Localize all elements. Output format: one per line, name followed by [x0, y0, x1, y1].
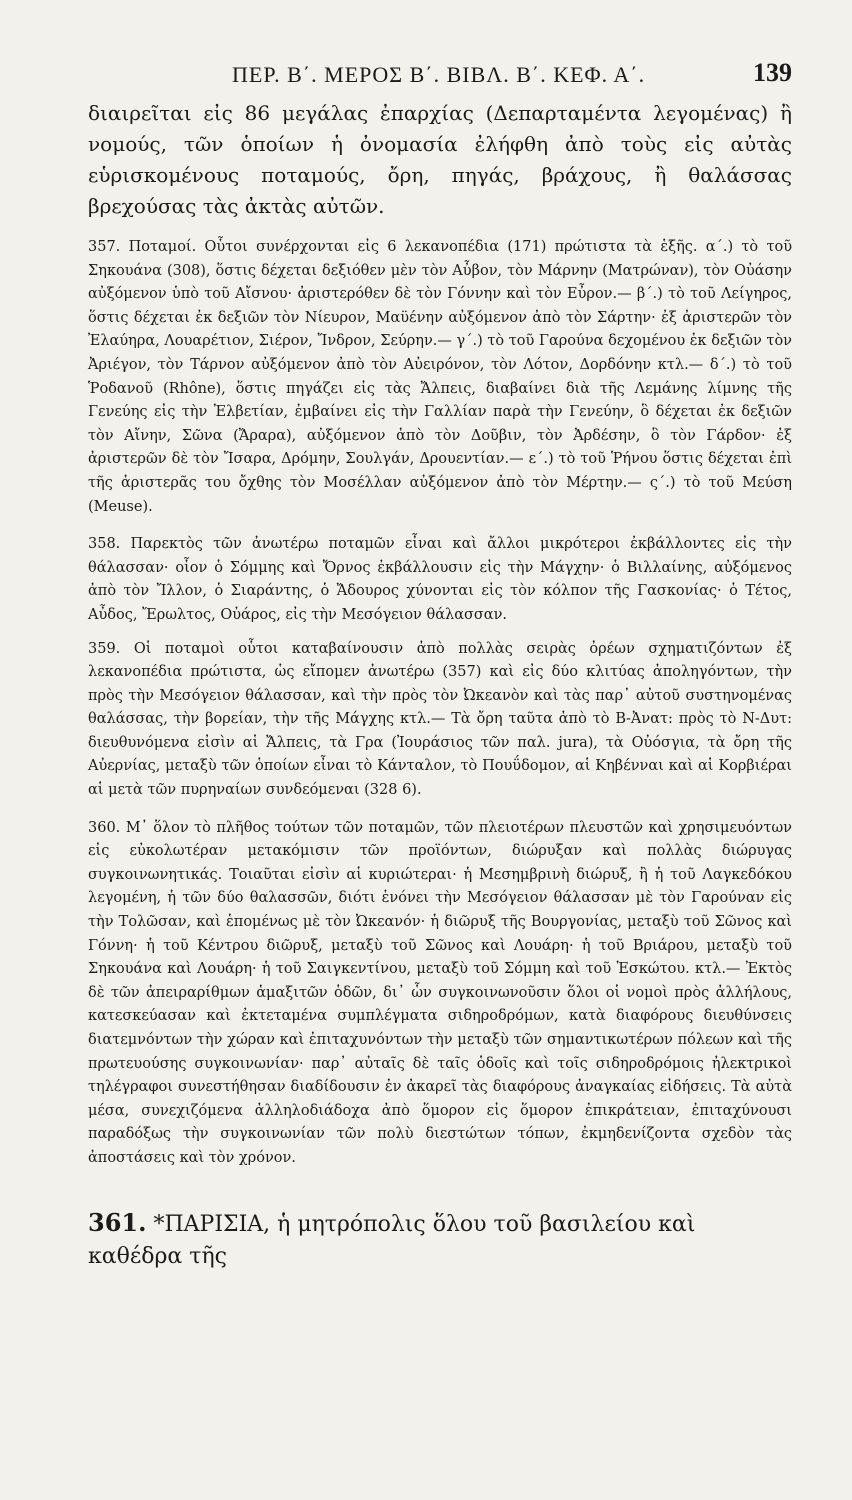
paragraph-number: 359. — [88, 640, 121, 657]
running-head: ΠΕΡ. Β΄. ΜΕΡΟΣ Β΄. ΒΙΒΛ. Β΄. ΚΕΦ. Α΄. — [232, 62, 646, 87]
body-text — [88, 98, 792, 1273]
paragraph-361 — [88, 1207, 792, 1273]
paragraph-text: Οἱ ποταμοὶ οὗτοι καταβαίνουσιν ἀπὸ πολλὰς σειρὰς ὀρέων σχηματιζόντων ἐξ λεκανοπέδια πρώτιστα, ὡς εἴπομεν ἀνωτέρω (357) καὶ εἰς δύο κλιτύας ἀποληγόντων, τὴν πρὸς τὴν Μεσόγειον θάλασσαν, καὶ τὴν πρὸς τὸν Ὠκεανὸν καὶ τὰς παρ᾽ αὐτοῦ συστηνομένας θαλάσσας, τὴν βορείαν, τὴν τῆς Μάγχης κτλ.— Τὰ ὄρη ταῦτα ἀπὸ τὸ Β-Ἀνατ: πρὸς τὸ Ν-Δυτ: διευθυνόμενα εἰσὶν αἱ Ἄλπεις, τὰ Γρα (Ἰουράσιος τῶν παλ. jura), τὰ Οὐόσγια, τὰ ὄρη τῆς Αὐερνίας, μεταξὺ τῶν ὁποίων εἶναι τὸ Κάνταλον, τὸ Πουΰδομον, αἱ Κηβένναι καὶ αἱ Κορβιέραι αἱ μετὰ τῶν πυρηναίων συνδεόμεναι (328 6). — [88, 640, 792, 799]
paragraph-360 — [88, 817, 792, 1171]
paragraph-number: 360. — [88, 819, 121, 836]
page-header — [92, 58, 792, 98]
paragraph-357 — [88, 236, 792, 519]
paragraph-number: 361. — [88, 1207, 147, 1237]
paragraph-359 — [88, 638, 792, 803]
paragraph-text: διαιρεῖται εἰς 86 μεγάλας ἐπαρχίας (Δεπαρταμέντα λεγομένας) ἢ νομούς, τῶν ὁποίων ἡ ὀνομασία ἐλήφθη ἀπὸ τοὺς εἰς αὐτὰς εὑρισκομένους ποταμούς, ὄρη, πηγάς, βράχους, ἢ θαλάσσας βρεχούσας τὰς ἀκτὰς αὐτῶν. — [88, 101, 792, 218]
paragraph-number: 358. — [88, 536, 121, 553]
paragraph-text: *ΠΑΡΙΣΙΑ, ἡ μητρόπολις ὅλου τοῦ βασιλείου καὶ καθέδρα τῆς — [88, 1211, 696, 1269]
paragraph-text: Μ᾽ ὅλον τὸ πλῆθος τούτων τῶν ποταμῶν, τῶν πλειοτέρων πλευστῶν καὶ χρησιμευόντων εἰς εὐκολωτέραν μετακόμισιν τῶν προϊόντων, διώρυξαν καὶ πολλὰς διώρυγας συγκοινωνητικάς. Τοιαῦται εἰσὶν αἱ κυριώτεραι· ἡ Μεσημβρινὴ διώρυξ, ἢ ἡ τοῦ Λαγκεδόκου λεγομένη, ἡ τῶν δύο θαλασσῶν, διότι ἑνόνει τὴν Μεσόγειον θάλασσαν μὲ τὸν Γαρούναν εἰς τὴν Τολῶσαν, καὶ ἑπομένως μὲ τὸν Ὠκεανόν· ἡ διῶρυξ τῆς Βουργονίας, μεταξὺ τοῦ Σῶνος καὶ Γόννη· ἡ τοῦ Κέντρου διῶρυξ, μεταξὺ τοῦ Σῶνος καὶ Λουάρη· ἡ τοῦ Βριάρου, μεταξὺ τοῦ Σηκουάνα καὶ Λουάρη· ἡ τοῦ Σαιγκεντίνου, μεταξὺ τοῦ Σόμμη καὶ τοῦ Ἐσκώτου. κτλ.— Ἐκτὸς δὲ τῶν ἀπειραρίθμων ἁμαξιτῶν ὁδῶν, δι᾽ ὧν συγκοινωνοῦσιν ὅλοι οἱ νομοὶ πρὸς ἀλλήλους, κατεσκεύασαν καὶ ἐκτεταμένα συμπλέγματα σιδηροδρόμων, κατὰ διαφόρους διευθύνσεις διατεμνόντων τὴν χώραν καὶ ἐπιταχυνόντων τὴν μεταξὺ τῶν σημαντικωτέρων πόλεων καὶ τῆς πρωτευούσης συγκοινωνίαν· παρ᾽ αὐταῖς δὲ ταῖς ὁδοῖς καὶ τοῖς σιδηροδρόμοις ἠλεκτρικοὶ τηλέγραφοι συνεστήθησαν διαδίδουσιν ἐν ἀκαρεῖ τὰς διαφόρους ἀναγκαίας εἰδήσεις. Τὰ αὐτὰ μέσα, συνεχιζόμενα ἀλληλοδιάδοχα ἀπὸ ὅμορον εἰς ὅμορον ἐπικράτειαν, ἐπιταχύνουσι παραδόξως τὴν συγκοινωνίαν τῶν πολὺ διεστώτων τόπων, ἐκμηδενίζοντα σχεδὸν τὰς ἀποστάσεις καὶ τὸν χρόνον. — [88, 819, 793, 1166]
paragraph-text: Ποταμοί. Οὗτοι συνέρχονται εἰς 6 λεκανοπέδια (171) πρώτιστα τὰ ἑξῆς. α΄.) τὸ τοῦ Σηκουάνα (308), ὅστις δέχεται δεξιόθεν μὲν τὸν Αὖβον, τὸν Μάρνην (Ματρώναν), τὸν Οὐάσην αὐξόμενον ὑπὸ τοῦ Αἴσνου· ἀριστερόθεν δὲ τὸν Γόννην καὶ τὸν Εὖρον.— β΄.) τὸ τοῦ Λείγηρος, ὅστις δέχεται ἐκ δεξιῶν τὸν Νίευρον, Μαϋένην αὐξόμενον ἀπὸ τὸν Σάρτην· ἐξ ἀριστερῶν τὸν Ἐλαύηρα, Λουαρέτιον, Σιέρον, Ἴνδρον, Σεύρην.— γ΄.) τὸ τοῦ Γαρούνα δεχομένου ἐκ δεξιῶν τὸν Ἀριέγον, τὸν Τάρνον αὐξόμενον ἀπὸ τὸν Αὐειρόνον, τὸν Λότον, Δορδόνην κτλ.— δ΄.) τὸ τοῦ Ῥοδανοῦ (Rhône), ὅστις πηγάζει εἰς τὰς Ἄλπεις, διαβαίνει διὰ τῆς Λεμάνης λίμνης τῆς Γενεύης εἰς τὴν Ἐλβετίαν, ἐμβαίνει εἰς τὴν Γαλλίαν παρὰ τὴν Γενεύην, ὃ δέχεται ἐκ δεξιῶν τὸν Αἴνην, Σῶνα (Ἄραρα), αὐξόμενον ἀπὸ τὸν Δοῦβιν, τὸν Ἀρδέσην, ὃ τὸν Γάρδον· ἐξ ἀριστερῶν δὲ τὸν Ἴσαρα, Δρόμην, Σουλγάν, Δρουεντίαν.— ε΄.) τὸ τοῦ Ῥήνου ὅστις δέχεται ἐπὶ τῆς ἀριστερᾶς του ὄχθης τὸν Μοσέλλαν αὐξόμενον ἀπὸ τὸν Μέρτην.— ς΄.) τὸ τοῦ Μεύση (Meuse). — [88, 239, 793, 515]
page-number: 139 — [753, 58, 792, 87]
paragraph-intro — [88, 98, 792, 222]
paragraph-text: Παρεκτὸς τῶν ἀνωτέρω ποταμῶν εἶναι καὶ ἄλλοι μικρότεροι ἐκβάλλοντες εἰς τὴν θάλασσαν· οἷον ὁ Σόμμης καὶ Ὄρνος ἐκβάλλουσιν εἰς τὴν Μάγχην· ὁ Βιλλαίνης, αὐξόμενος ἀπὸ τὸν Ἴλλον, ὁ Σιαράντης, ὁ Ἄδουρος χύνονται εἰς τὸν κόλπον τῆς Γασκονίας· ὁ Τέτος, Αὖδος, Ἔρωλτος, Οὐάρος, εἰς τὴν Μεσόγειον θάλασσαν. — [88, 536, 792, 623]
paragraph-358 — [88, 533, 792, 627]
paragraph-number: 357. — [88, 239, 121, 255]
